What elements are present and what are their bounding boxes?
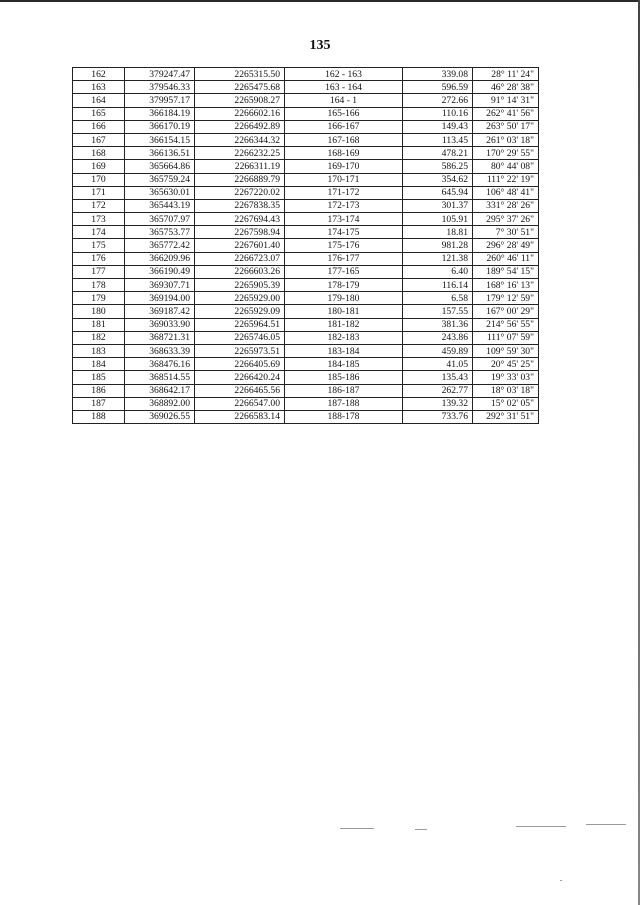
- y-coordinate-cell: 2267598.94: [195, 226, 285, 239]
- x-coordinate-cell: 369307.71: [125, 279, 195, 292]
- table-row: [73, 292, 539, 305]
- angle-cell: 15° 02' 05": [473, 397, 539, 410]
- x-coordinate-cell: 379247.47: [125, 68, 195, 81]
- y-coordinate-cell: 2266889.79: [195, 173, 285, 186]
- angle-cell: 91° 14' 31": [473, 94, 539, 107]
- table-row: [73, 107, 539, 120]
- point-number-cell: 184: [73, 358, 125, 371]
- length-cell: 139.32: [403, 397, 473, 410]
- length-cell: 301.37: [403, 199, 473, 212]
- y-coordinate-cell: 2266547.00: [195, 397, 285, 410]
- y-coordinate-cell: 2265929.00: [195, 292, 285, 305]
- x-coordinate-cell: 368892.00: [125, 397, 195, 410]
- table-row: [73, 199, 539, 212]
- x-coordinate-cell: 365759.24: [125, 173, 195, 186]
- segment-cell: 186-187: [285, 384, 403, 397]
- length-cell: 459.89: [403, 344, 473, 357]
- x-coordinate-cell: 365630.01: [125, 186, 195, 199]
- point-number-cell: 181: [73, 318, 125, 331]
- segment-cell: 185-186: [285, 371, 403, 384]
- x-coordinate-cell: 366184.19: [125, 107, 195, 120]
- angle-cell: 46° 28' 38": [473, 81, 539, 94]
- page-number: 135: [309, 38, 331, 53]
- length-cell: 41.05: [403, 358, 473, 371]
- x-coordinate-cell: 369033.90: [125, 318, 195, 331]
- y-coordinate-cell: 2267694.43: [195, 213, 285, 226]
- length-cell: 18.81: [403, 226, 473, 239]
- angle-cell: 179° 12' 59": [473, 292, 539, 305]
- y-coordinate-cell: 2265315.50: [195, 68, 285, 81]
- point-number-cell: 170: [73, 173, 125, 186]
- angle-cell: 80° 44' 08": [473, 160, 539, 173]
- segment-cell: 178-179: [285, 279, 403, 292]
- angle-cell: 18° 03' 18": [473, 384, 539, 397]
- point-number-cell: 171: [73, 186, 125, 199]
- point-number-cell: 183: [73, 344, 125, 357]
- segment-cell: 166-167: [285, 120, 403, 133]
- length-cell: 105.91: [403, 213, 473, 226]
- angle-cell: 296° 28' 49": [473, 239, 539, 252]
- length-cell: 6.58: [403, 292, 473, 305]
- x-coordinate-cell: 366190.49: [125, 265, 195, 278]
- segment-cell: 162 - 163: [285, 68, 403, 81]
- table-row: [73, 81, 539, 94]
- segment-cell: 164 - 1: [285, 94, 403, 107]
- y-coordinate-cell: 2266232.25: [195, 147, 285, 160]
- x-coordinate-cell: 366136.51: [125, 147, 195, 160]
- segment-cell: 163 - 164: [285, 81, 403, 94]
- segment-cell: 179-180: [285, 292, 403, 305]
- x-coordinate-cell: 365753.77: [125, 226, 195, 239]
- segment-cell: 183-184: [285, 344, 403, 357]
- length-cell: 113.45: [403, 133, 473, 146]
- table-row: [73, 384, 539, 397]
- x-coordinate-cell: 365443.19: [125, 199, 195, 212]
- x-coordinate-cell: 369187.42: [125, 305, 195, 318]
- point-number-cell: 182: [73, 331, 125, 344]
- length-cell: 339.08: [403, 68, 473, 81]
- angle-cell: 214° 56' 55": [473, 318, 539, 331]
- y-coordinate-cell: 2266405.69: [195, 358, 285, 371]
- point-number-cell: 167: [73, 133, 125, 146]
- x-coordinate-cell: 369026.55: [125, 410, 195, 423]
- segment-cell: 173-174: [285, 213, 403, 226]
- angle-cell: 331° 28' 26": [473, 199, 539, 212]
- segment-cell: 176-177: [285, 252, 403, 265]
- point-number-cell: 177: [73, 265, 125, 278]
- segment-cell: 172-173: [285, 199, 403, 212]
- length-cell: 243.86: [403, 331, 473, 344]
- x-coordinate-cell: 368721.31: [125, 331, 195, 344]
- y-coordinate-cell: 2267838.35: [195, 199, 285, 212]
- point-number-cell: 163: [73, 81, 125, 94]
- segment-cell: 181-182: [285, 318, 403, 331]
- length-cell: 121.38: [403, 252, 473, 265]
- y-coordinate-cell: 2265908.27: [195, 94, 285, 107]
- point-number-cell: 175: [73, 239, 125, 252]
- segment-cell: 171-172: [285, 186, 403, 199]
- point-number-cell: 165: [73, 107, 125, 120]
- x-coordinate-cell: 379546.33: [125, 81, 195, 94]
- y-coordinate-cell: 2267601.40: [195, 239, 285, 252]
- y-coordinate-cell: 2266311.19: [195, 160, 285, 173]
- point-number-cell: 162: [73, 68, 125, 81]
- coordinates-table: [72, 67, 539, 424]
- point-number-cell: 164: [73, 94, 125, 107]
- point-number-cell: 180: [73, 305, 125, 318]
- table-row: [73, 305, 539, 318]
- y-coordinate-cell: 2267220.02: [195, 186, 285, 199]
- segment-cell: 174-175: [285, 226, 403, 239]
- segment-cell: 170-171: [285, 173, 403, 186]
- table-row: [73, 279, 539, 292]
- y-coordinate-cell: 2265905.39: [195, 279, 285, 292]
- length-cell: 149.43: [403, 120, 473, 133]
- table-row: [73, 226, 539, 239]
- point-number-cell: 168: [73, 147, 125, 160]
- point-number-cell: 178: [73, 279, 125, 292]
- table-row: [73, 358, 539, 371]
- angle-cell: 20° 45' 25": [473, 358, 539, 371]
- x-coordinate-cell: 379957.17: [125, 94, 195, 107]
- x-coordinate-cell: 368633.39: [125, 344, 195, 357]
- length-cell: 381.36: [403, 318, 473, 331]
- segment-cell: 182-183: [285, 331, 403, 344]
- x-coordinate-cell: 368476.16: [125, 358, 195, 371]
- segment-cell: 180-181: [285, 305, 403, 318]
- table-row: [73, 213, 539, 226]
- point-number-cell: 169: [73, 160, 125, 173]
- angle-cell: 19° 33' 03": [473, 371, 539, 384]
- point-number-cell: 186: [73, 384, 125, 397]
- x-coordinate-cell: 366209.96: [125, 252, 195, 265]
- angle-cell: 111° 22' 19": [473, 173, 539, 186]
- y-coordinate-cell: 2266602.16: [195, 107, 285, 120]
- angle-cell: 260° 46' 11": [473, 252, 539, 265]
- segment-cell: 184-185: [285, 358, 403, 371]
- length-cell: 157.55: [403, 305, 473, 318]
- y-coordinate-cell: 2265964.51: [195, 318, 285, 331]
- table-row: [73, 265, 539, 278]
- point-number-cell: 173: [73, 213, 125, 226]
- y-coordinate-cell: 2266465.56: [195, 384, 285, 397]
- table-row: [73, 331, 539, 344]
- point-number-cell: 179: [73, 292, 125, 305]
- length-cell: 272.66: [403, 94, 473, 107]
- table-row: [73, 371, 539, 384]
- x-coordinate-cell: 369194.00: [125, 292, 195, 305]
- table-row: [73, 186, 539, 199]
- length-cell: 586.25: [403, 160, 473, 173]
- x-coordinate-cell: 366154.15: [125, 133, 195, 146]
- length-cell: 135.43: [403, 371, 473, 384]
- segment-cell: 167-168: [285, 133, 403, 146]
- point-number-cell: 185: [73, 371, 125, 384]
- segment-cell: 175-176: [285, 239, 403, 252]
- y-coordinate-cell: 2265475.68: [195, 81, 285, 94]
- angle-cell: 295° 37' 26": [473, 213, 539, 226]
- length-cell: 110.16: [403, 107, 473, 120]
- x-coordinate-cell: 365707.97: [125, 213, 195, 226]
- angle-cell: 167° 00' 29": [473, 305, 539, 318]
- x-coordinate-cell: 365772.42: [125, 239, 195, 252]
- segment-cell: 168-169: [285, 147, 403, 160]
- y-coordinate-cell: 2265973.51: [195, 344, 285, 357]
- length-cell: 596.59: [403, 81, 473, 94]
- point-number-cell: 187: [73, 397, 125, 410]
- table-row: [73, 239, 539, 252]
- y-coordinate-cell: 2265746.05: [195, 331, 285, 344]
- segment-cell: 165-166: [285, 107, 403, 120]
- y-coordinate-cell: 2266603.26: [195, 265, 285, 278]
- segment-cell: 177-165: [285, 265, 403, 278]
- table-row: [73, 94, 539, 107]
- point-number-cell: 166: [73, 120, 125, 133]
- angle-cell: 168° 16' 13": [473, 279, 539, 292]
- length-cell: 354.62: [403, 173, 473, 186]
- angle-cell: 262° 41' 56": [473, 107, 539, 120]
- length-cell: 6.40: [403, 265, 473, 278]
- x-coordinate-cell: 368514.55: [125, 371, 195, 384]
- angle-cell: 189° 54' 15": [473, 265, 539, 278]
- angle-cell: 261° 03' 18": [473, 133, 539, 146]
- point-number-cell: 174: [73, 226, 125, 239]
- angle-cell: 28° 11' 24": [473, 68, 539, 81]
- table-row: [73, 120, 539, 133]
- length-cell: 733.76: [403, 410, 473, 423]
- table-row: [73, 397, 539, 410]
- x-coordinate-cell: 366170.19: [125, 120, 195, 133]
- table-row: [73, 147, 539, 160]
- segment-cell: 187-188: [285, 397, 403, 410]
- coordinates-table-body: [73, 68, 539, 424]
- segment-cell: 188-178: [285, 410, 403, 423]
- length-cell: 478.21: [403, 147, 473, 160]
- scan-edge-top: [0, 0, 640, 2]
- y-coordinate-cell: 2266492.89: [195, 120, 285, 133]
- table-row: [73, 410, 539, 423]
- table-row: [73, 173, 539, 186]
- table-row: [73, 68, 539, 81]
- x-coordinate-cell: 368642.17: [125, 384, 195, 397]
- segment-cell: 169-170: [285, 160, 403, 173]
- length-cell: 262.77: [403, 384, 473, 397]
- y-coordinate-cell: 2266344.32: [195, 133, 285, 146]
- length-cell: 981.28: [403, 239, 473, 252]
- angle-cell: 170° 29' 55": [473, 147, 539, 160]
- angle-cell: 263° 50' 17": [473, 120, 539, 133]
- y-coordinate-cell: 2266420.24: [195, 371, 285, 384]
- y-coordinate-cell: 2266583.14: [195, 410, 285, 423]
- x-coordinate-cell: 365664.86: [125, 160, 195, 173]
- table-row: [73, 133, 539, 146]
- point-number-cell: 172: [73, 199, 125, 212]
- y-coordinate-cell: 2265929.09: [195, 305, 285, 318]
- angle-cell: 106° 48' 41": [473, 186, 539, 199]
- table-row: [73, 318, 539, 331]
- angle-cell: 109° 59' 30": [473, 344, 539, 357]
- angle-cell: 7° 30' 51": [473, 226, 539, 239]
- point-number-cell: 176: [73, 252, 125, 265]
- table-row: [73, 252, 539, 265]
- table-row: [73, 344, 539, 357]
- angle-cell: 292° 31' 51": [473, 410, 539, 423]
- length-cell: 645.94: [403, 186, 473, 199]
- length-cell: 116.14: [403, 279, 473, 292]
- y-coordinate-cell: 2266723.07: [195, 252, 285, 265]
- table-row: [73, 160, 539, 173]
- angle-cell: 111° 07' 59": [473, 331, 539, 344]
- point-number-cell: 188: [73, 410, 125, 423]
